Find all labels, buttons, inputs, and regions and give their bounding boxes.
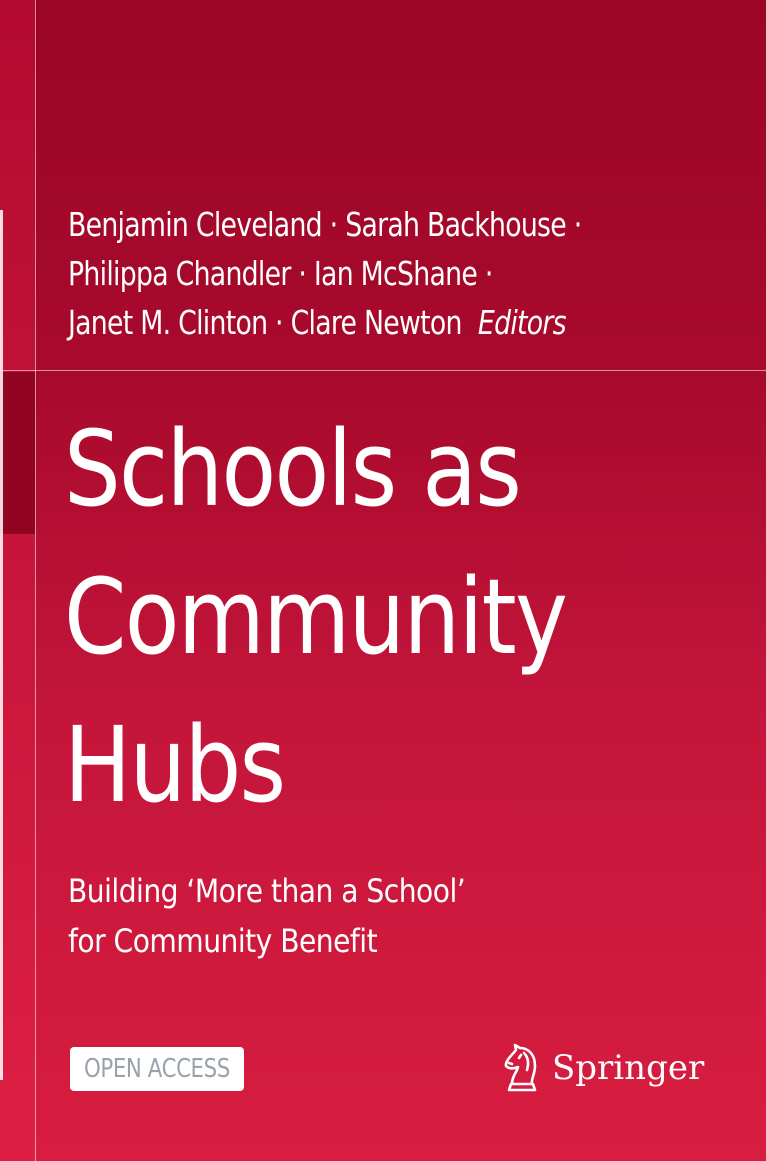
horizontal-divider [0, 370, 766, 371]
publisher-name: Springer [552, 1048, 705, 1088]
spine-accent-block [0, 372, 35, 534]
book-title [64, 395, 718, 839]
vertical-divider [35, 0, 36, 1161]
editors-line-1: Benjamin Cleveland · Sarah Backhouse · [68, 205, 582, 244]
editors-line-3 [68, 298, 689, 347]
subtitle-line-2: for Community Benefit [68, 922, 378, 960]
editors-names-3: Janet M. Clinton · Clare Newton [68, 303, 462, 342]
publisher-logo [500, 1040, 704, 1096]
title-line-2: Community [64, 556, 567, 678]
chess-knight-icon [500, 1042, 544, 1094]
editors-line-2: Philippa Chandler · Ian McShane · [68, 254, 493, 293]
spine-strip [0, 0, 35, 1161]
title-line-3: Hubs [64, 704, 285, 826]
open-access-badge [70, 1047, 244, 1091]
open-access-label: OPEN ACCESS [84, 1054, 230, 1084]
editors-block [68, 200, 689, 347]
title-line-1: Schools as [64, 408, 521, 530]
editors-role: Editors [477, 303, 566, 342]
book-subtitle [68, 866, 596, 966]
subtitle-line-1: Building ‘More than a School’ [68, 872, 466, 910]
spine-edge-mark [0, 210, 3, 1080]
